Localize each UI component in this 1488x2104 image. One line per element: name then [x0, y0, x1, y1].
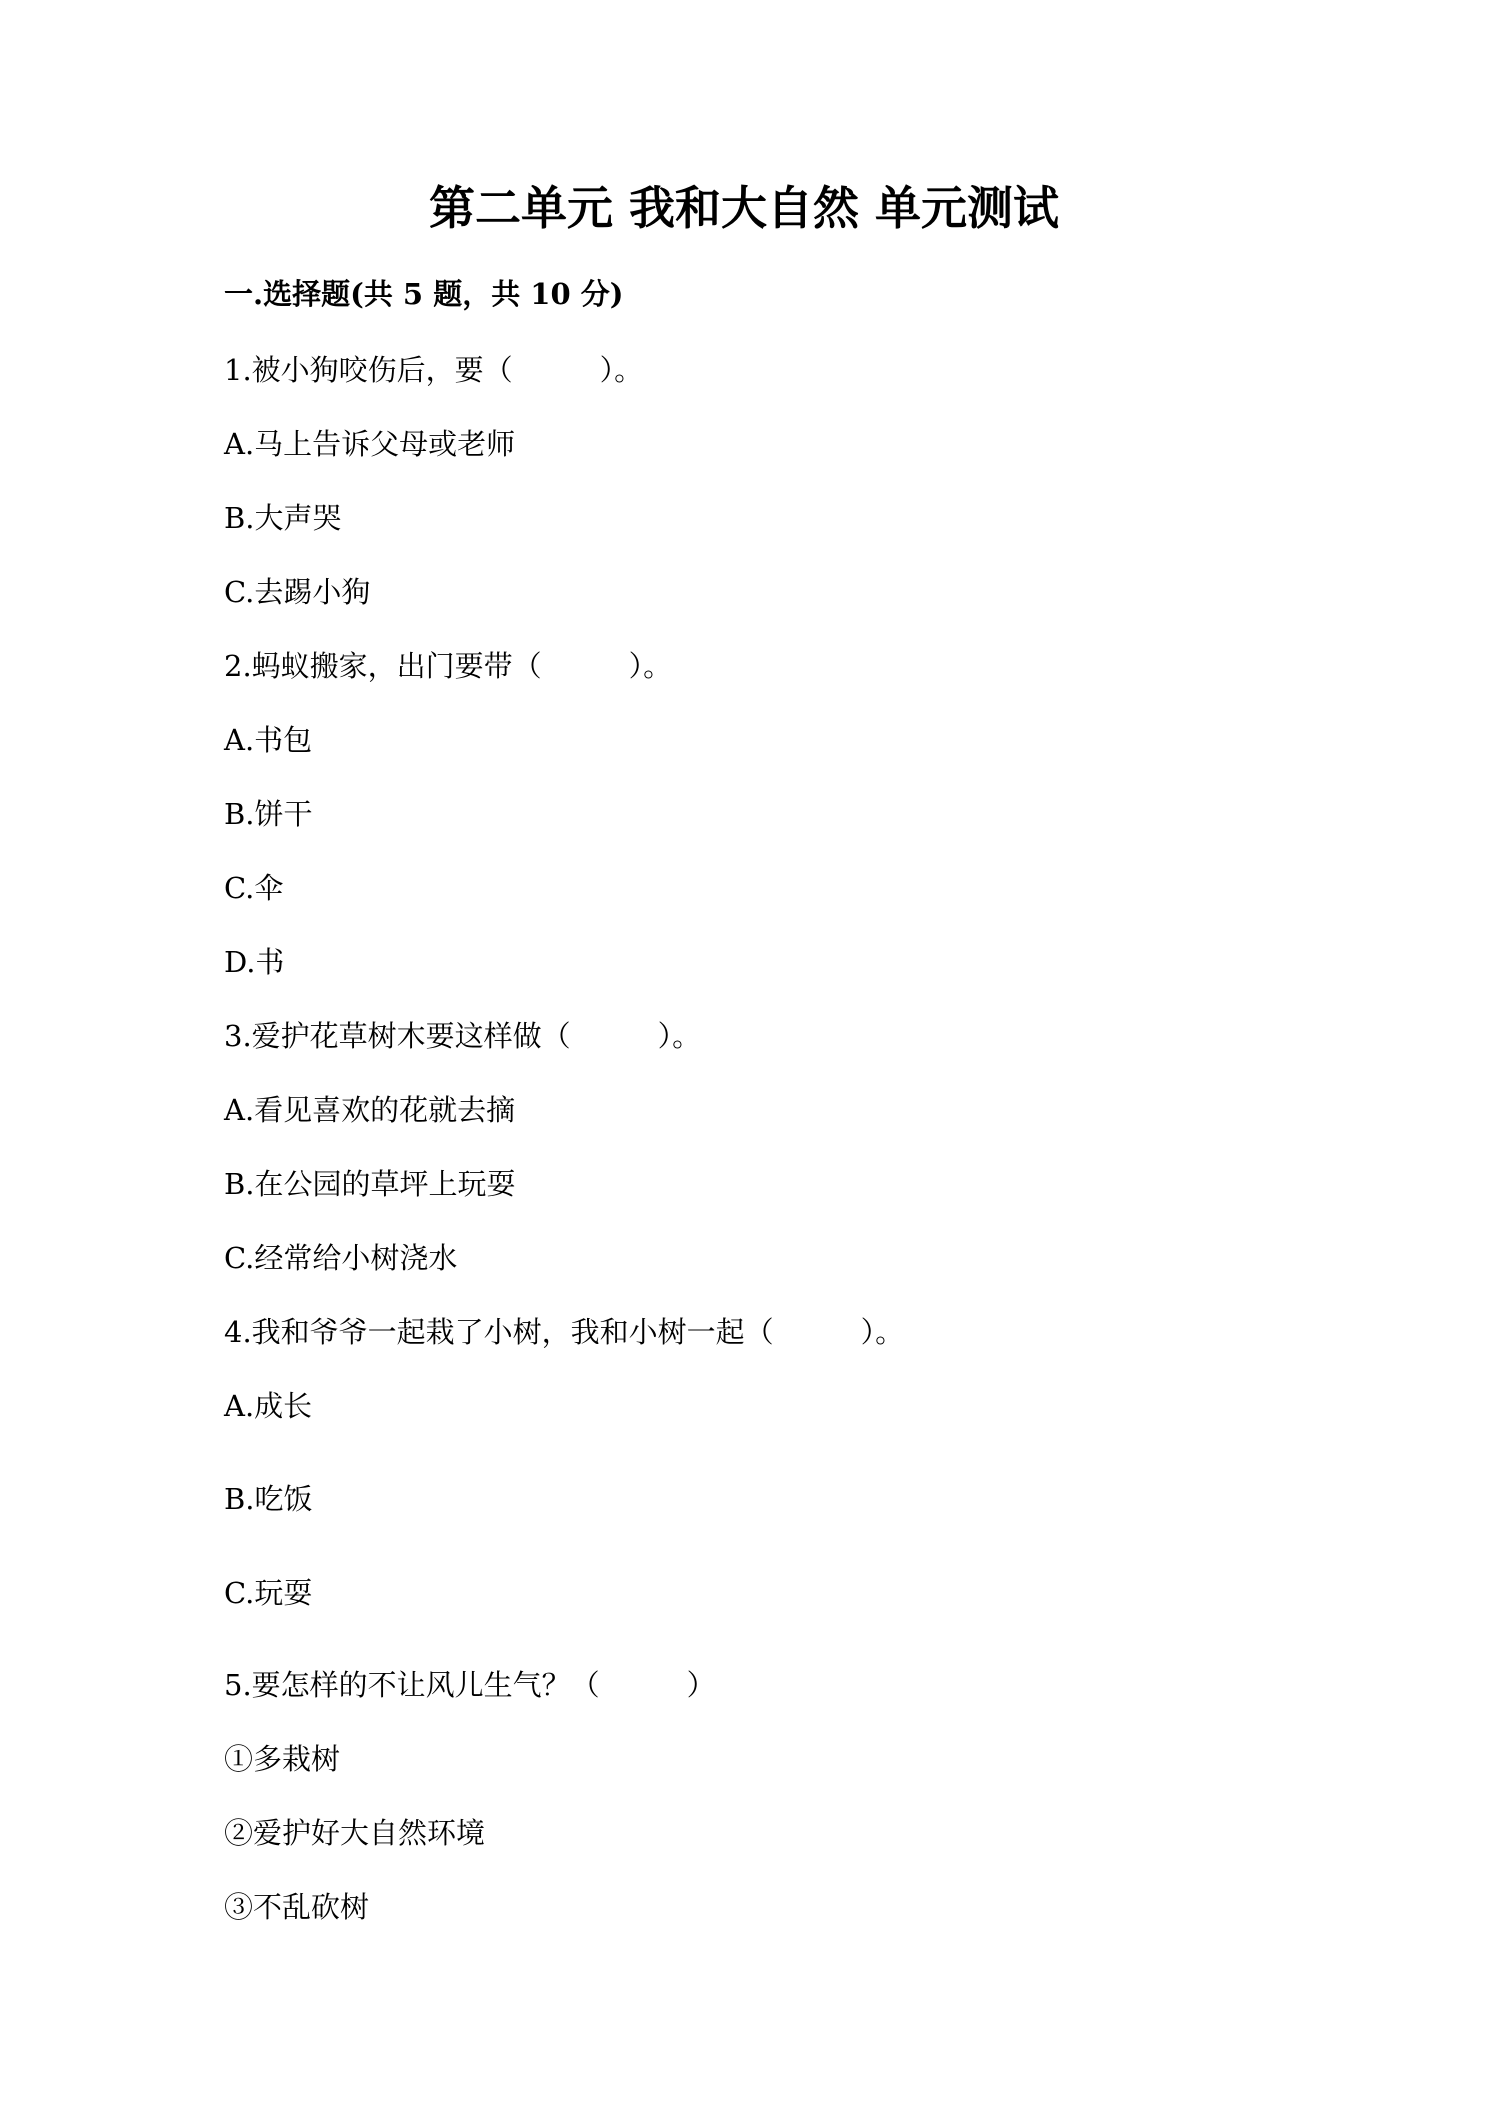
question-5-option-3: ③不乱砍树: [224, 1890, 370, 1924]
question-5-option-1: ①多栽树: [224, 1742, 341, 1776]
question-1-stem: 1.被小狗咬伤后，要（ ）。: [224, 353, 644, 387]
question-5-stem: 5.要怎样的不让风儿生气？（ ）: [224, 1668, 716, 1702]
question-2-stem: 2.蚂蚁搬家，出门要带（ ）。: [224, 649, 673, 683]
question-3-option-c: C.经常给小树浇水: [224, 1241, 458, 1275]
question-4-option-b: B.吃饭: [224, 1482, 313, 1516]
question-3-stem: 3.爱护花草树木要这样做（ ）。: [224, 1019, 702, 1053]
question-2-option-b: B.饼干: [224, 797, 313, 831]
question-1-option-c: C.去踢小狗: [224, 575, 371, 609]
question-5-option-2: ②爱护好大自然环境: [224, 1816, 486, 1850]
question-4-stem: 4.我和爷爷一起栽了小树，我和小树一起（ ）。: [224, 1315, 905, 1349]
question-1-option-b: B.大声哭: [224, 501, 342, 535]
question-4-option-c: C.玩耍: [224, 1576, 313, 1610]
section-header: 一.选择题(共 5 题，共 10 分): [224, 277, 624, 311]
question-4-option-a: A.成长: [224, 1389, 313, 1423]
question-3-option-b: B.在公园的草坪上玩耍: [224, 1167, 516, 1201]
document-title: 第二单元 我和大自然 单元测试: [428, 181, 1060, 235]
question-1-option-a: A.马上告诉父母或老师: [224, 427, 516, 461]
question-2-option-d: D.书: [224, 945, 285, 979]
question-2-option-c: C.伞: [224, 871, 284, 905]
question-3-option-a: A.看见喜欢的花就去摘: [224, 1093, 516, 1127]
question-2-option-a: A.书包: [224, 723, 313, 757]
